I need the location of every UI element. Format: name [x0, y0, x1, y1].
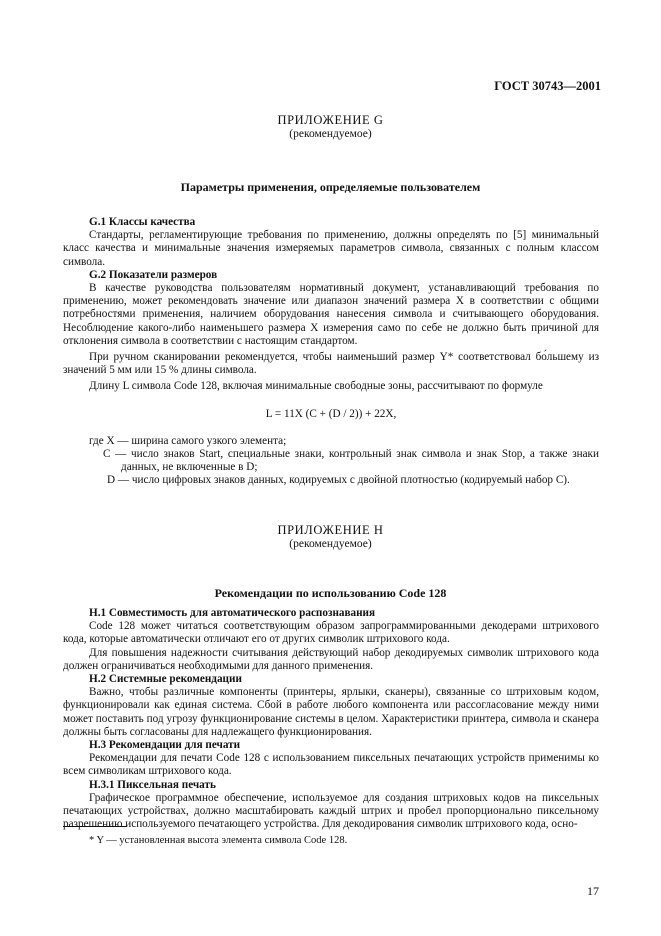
footnote-separator: [63, 826, 127, 827]
h1-paragraph-1: Code 128 может читаться соответствующим образом запрограммированными декодерами штрихового кода, которые автоматически отличают его от других символик штрихового кода.: [63, 620, 599, 646]
g2-paragraph-1: В качестве руководства пользователям нормативный документ, устанавливающий требования по применению, может рекомендовать значение или диапазон значений размера X в соответствии с общими потребностями применения, наличием оборудования нанесения символа и считывающего оборудования. Несоблюдение какого-либо наименьшего размера X измерения само по себе не должно быть причиной для отклонения символа в соответствии с настоящим стандартом.: [63, 282, 599, 347]
formula-where-x: где X — ширина самого узкого элемента;: [89, 434, 287, 447]
appendix-h-label: ПРИЛОЖЕНИЕ H: [277, 523, 384, 537]
h2-paragraph-1: Важно, чтобы различные компоненты (принтеры, ярлыки, сканеры), связанные со штриховым кодом, функционировали как единая система. Сбой в работе любого компонента или рассогласование между ними может поставить под угрозу функционирование системы в целом. Характеристики принтера, символа и сканера должны быть согласованы для надлежащего функционирования.: [63, 686, 599, 738]
appendix-g-status: (рекомендуемое): [289, 128, 372, 140]
g2-paragraph-3: Длину L символа Code 128, включая минимальные свободные зоны, рассчитывают по формуле: [89, 380, 543, 393]
g1-heading: G.1 Классы качества: [89, 216, 196, 228]
standard-number: ГОСТ 30743—2001: [494, 79, 601, 93]
footnote: * Y — установленная высота элемента символа Code 128.: [89, 835, 348, 846]
appendix-g-body: [63, 216, 599, 488]
h1-paragraph-2: Для повышения надежности считывания действующий набор декодируемых символик штрихового кода должен ограничиваться необходимыми для данного применения.: [63, 646, 599, 672]
h2-heading: H.2 Системные рекомендации: [89, 673, 242, 686]
page-number: 17: [587, 884, 599, 898]
g1-text: Стандарты, регламентирующие требования по применению, должны определять по [5] минимальный класс качества и минимальные значения измеряемых параметров символа, связанных с полным классом символа.: [63, 229, 599, 268]
appendix-g-label: ПРИЛОЖЕНИЕ G: [277, 113, 384, 127]
h31-paragraph-1: Графическое программное обеспечение, используемое для создания штриховых кодов на пиксельных печатающих устройствах, должно масштабировать каждый штрих и пробел пропорционально пиксельному разрешению используемого печатающего устройства. Для декодирования символик штрихового кода, осно-: [63, 791, 599, 831]
h1-heading: H.1 Совместимость для автоматического распознавания: [89, 607, 376, 619]
appendix-h-status: (рекомендуемое): [289, 538, 372, 550]
length-formula: L = 11X (C + (D / 2)) + 22X,: [265, 407, 397, 420]
h31-heading: H.3.1 Пиксельная печать: [89, 778, 216, 791]
h3-paragraph-1: Рекомендации для печати Code 128 с использованием пиксельных печатающих устройств применимы ко всем символикам штрихового кода.: [63, 752, 599, 778]
appendix-g-title: Параметры применения, определяемые пользователем: [180, 180, 481, 194]
g2-heading: G.2 Показатели размеров: [89, 268, 218, 281]
appendix-h-title: Рекомендации по использованию Code 128: [214, 586, 447, 600]
formula-where-d: D — число цифровых знаков данных, кодируемых с двойной плотностью (кодируемый набор С).: [107, 474, 570, 487]
formula-where-c: C — число знаков Start, специальные знаки, контрольный знак символа и знак Stop, а также знаки данных, не включенные в D;: [103, 448, 599, 474]
appendix-h-body: [63, 607, 599, 831]
g2-paragraph-2: При ручном сканировании рекомендуется, чтобы наименьший размер Y* соответствовал бо́льшему из значений 5 мм или 15 % длины символа.: [63, 351, 599, 377]
h3-heading: H.3 Рекомендации для печати: [89, 739, 241, 752]
